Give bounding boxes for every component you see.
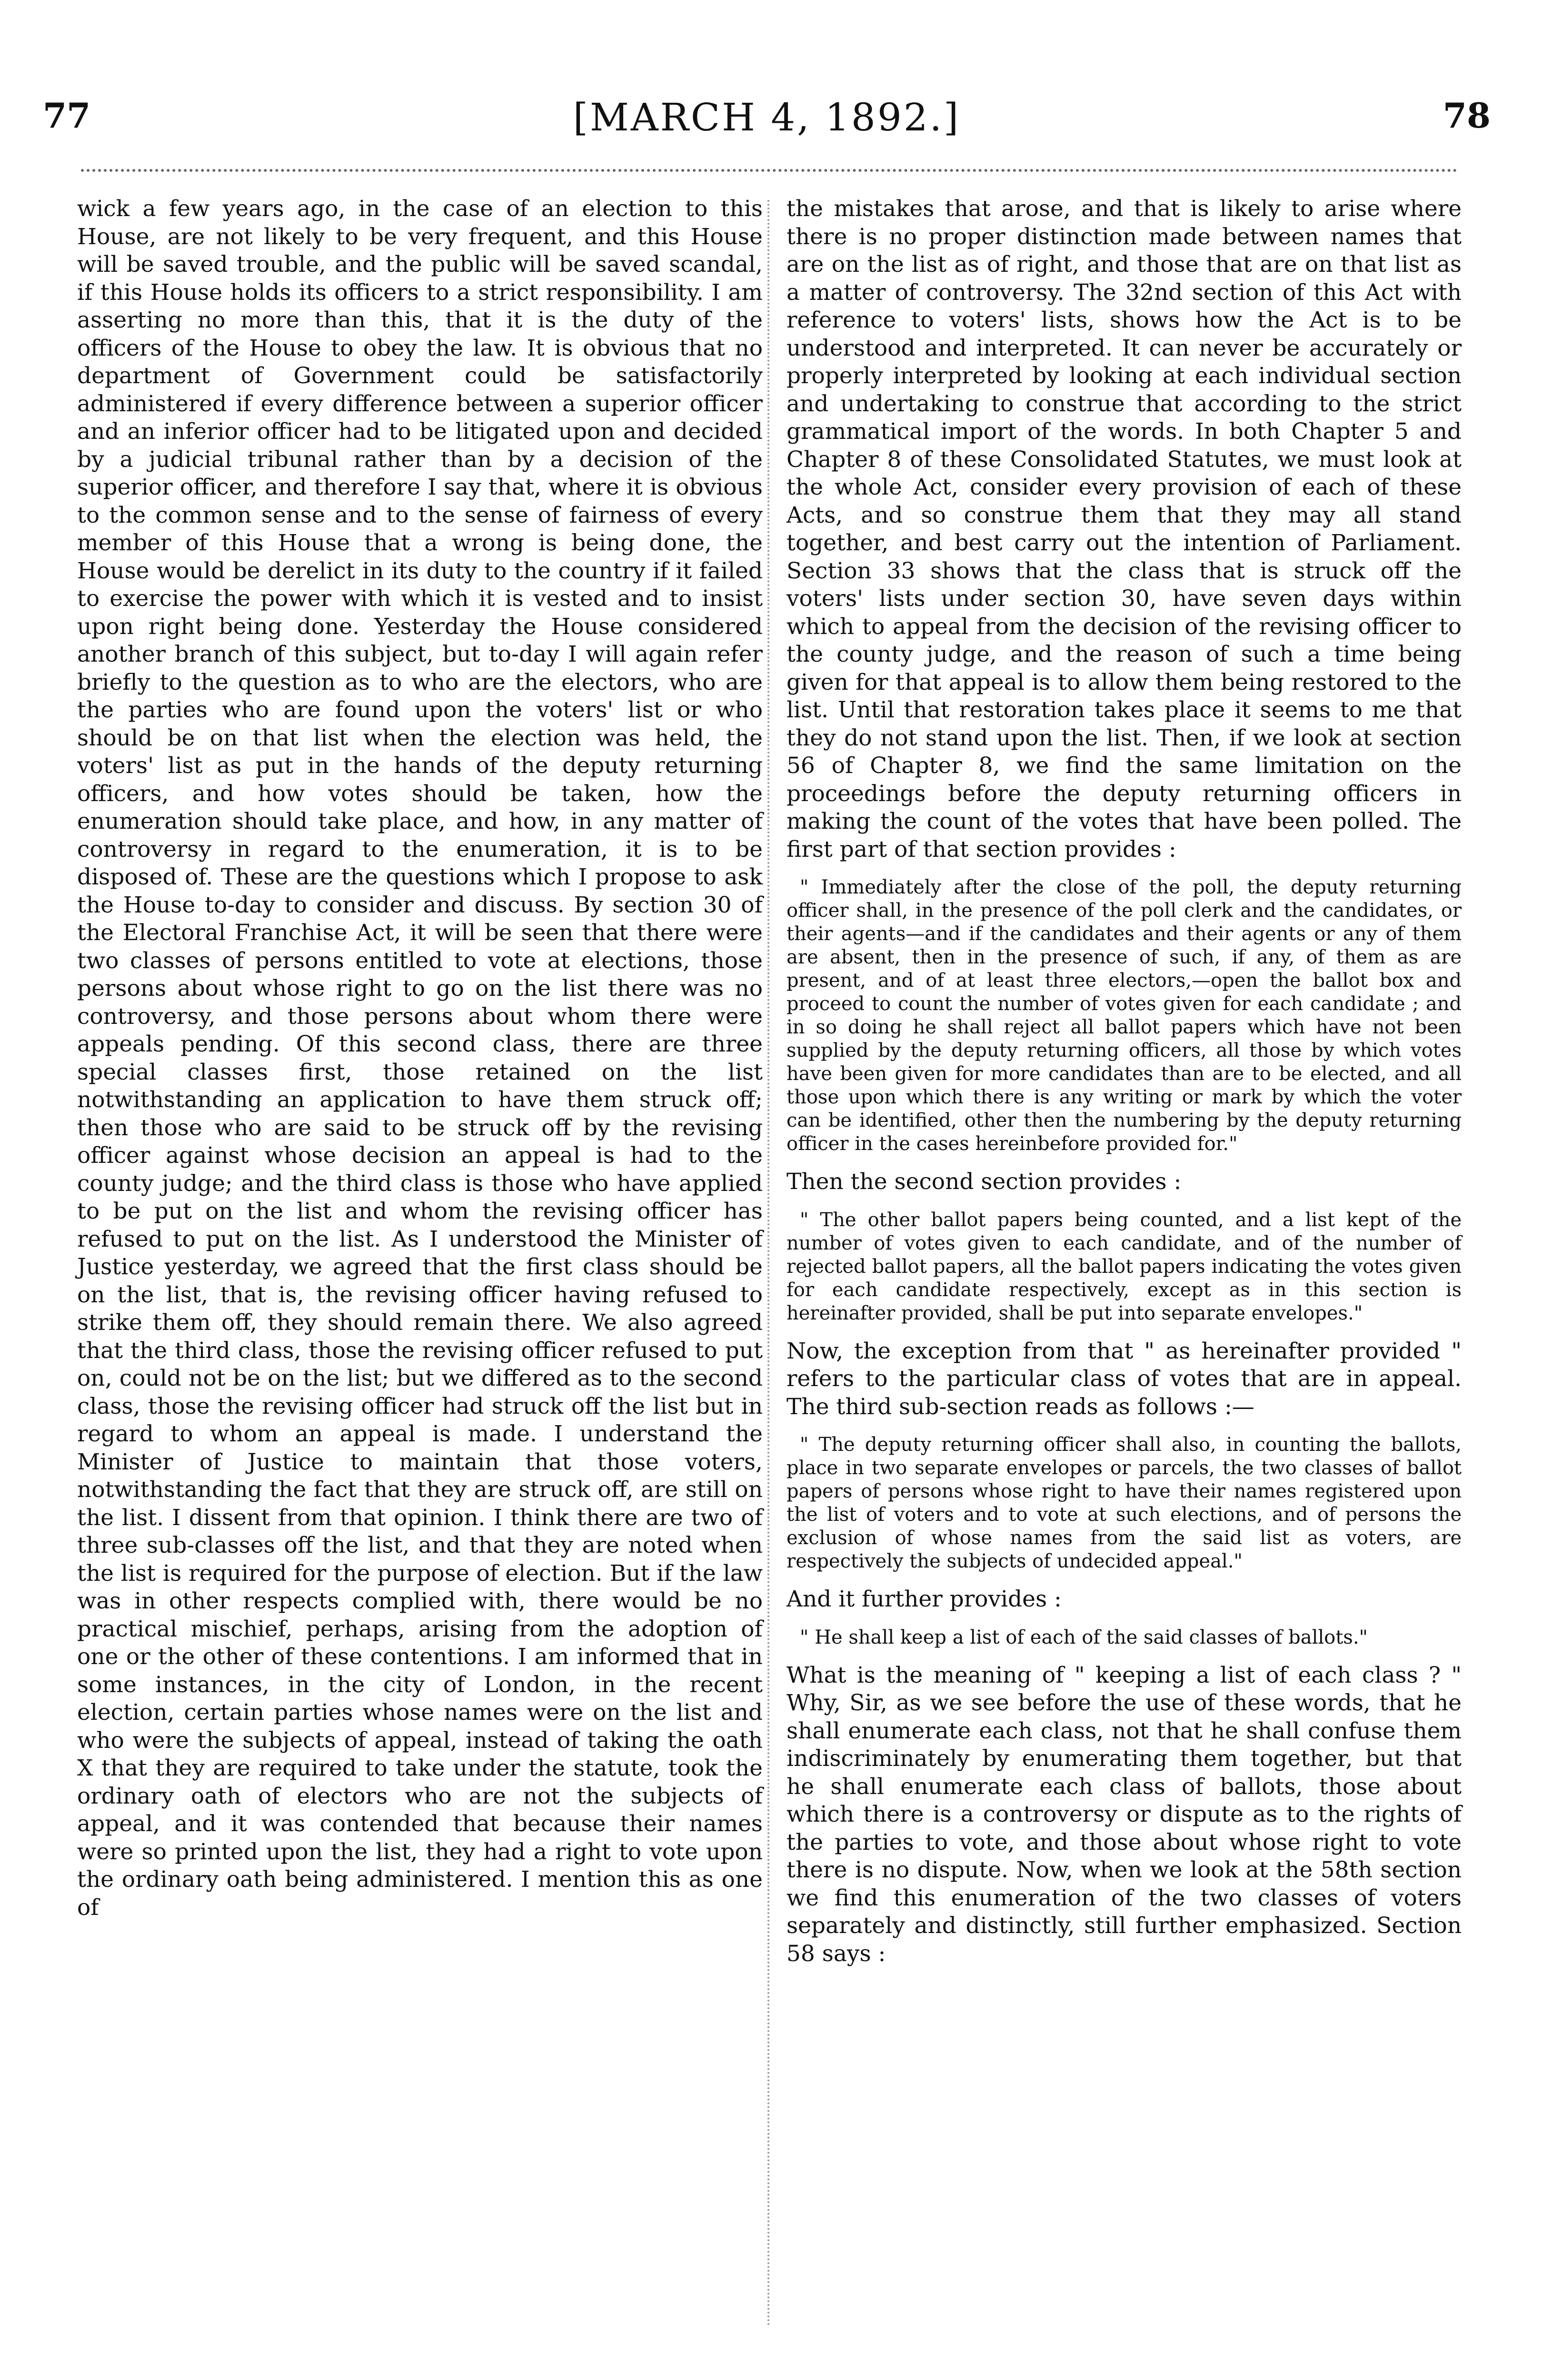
right-paragraph-1: the mistakes that arose, and that is likely to arise where there is no proper distinction made between names that are on the list as of right, and those that are on that list as a matter of controversy. The 32nd section of this Act with reference to voters' lists, shows how the Act is to be understood and interpreted. It can never be accurately or properly interpreted by looking at each individual section and undertaking to construe that according to the strict grammatical import of the words. In both Chapter 5 and Chapter 8 of these Consolidated Statutes, we must look at the whole Act, consider every provision of each of these Acts, and so construe them that they may all stand together, and best carry out the intention of Parliament. Section 33 shows that the class that is struck off the voters' lists under section 30, have seven days within which to appeal from the decision of the revising officer to the county judge, and the reason of such a time being given for that appeal is to allow them being restored to the list. Until that restoration takes place it seems to me that they do not stand upon the list. Then, if we look at section 56 of Chapter 8, we find the same limitation on the proceedings before the deputy returning officers in making the count of the votes that have been polled. The first part of that section provides : (786, 196, 1462, 863)
left-column (77, 195, 763, 1922)
page-number-right: 78 (1443, 95, 1491, 136)
quote-keep-list: " He shall keep a list of each of the said classes of ballots." (800, 1626, 1368, 1648)
quote-section-56-first: " Immediately after the close of the poll, the deputy returning officer shall, in the presence of the poll clerk and the candidates, or their agents—and if the candidates and their agents or any of them are absent, then in the presence of such, if any, of them as are present, and of at least three electors,—open the ballot box and proceed to count the number of votes given for each candidate ; and in so doing he shall reject all ballot papers which have not been supplied by the deputy returning officers, all those by which votes have been given for more candidates than are to be elected, and all those upon which there is any writing or mark by which the voter can be identified, other then the numbering by the deputy returning officer in the cases hereinbefore provided for." (786, 876, 1462, 1155)
header-rule (81, 169, 1457, 172)
right-paragraph-3: Now, the exception from that " as hereinafter provided " refers to the particular class of votes that are in appeal. The third sub-section reads as follows :— (786, 1338, 1462, 1420)
right-paragraph-5: What is the meaning of " keeping a list of each class ? " Why, Sir, as we see before the use of these words, that he shall enumerate each class, not that he shall confuse them indiscriminately by enumerating them together, but that he shall enumerate each class of ballots, those about which there is a controversy or dispute as to the rights of the parties to vote, and those about whose right to vote there is no dispute. Now, when we look at the 58th section we find this enumeration of the two classes of voters separately and distinctly, still further emphasized. Section 58 says : (786, 1662, 1462, 1967)
quote-second-section: " The other ballot papers being counted, and a list kept of the number of votes given to each candidate, and of the number of rejected ballot papers, all the ballot papers indicating the votes given for each candidate respectively, except as in this section is hereinafter provided, shall be put into separate envelopes." (786, 1209, 1462, 1324)
column-divider (767, 200, 769, 2328)
page-header (43, 95, 1491, 148)
quote-third-subsection: " The deputy returning officer shall also, in counting the ballots, place in two separate envelopes or parcels, the two classes of ballot papers of persons whose right to have their names registered upon the list of voters and to vote at such elections, and of persons the exclusion of whose names from the said list as voters, are respectively the subjects of undecided appeal." (786, 1434, 1462, 1572)
left-column-paragraph: wick a few years ago, in the case of an election to this House, are not likely to be very frequent, and this House will be saved trouble, and the public will be saved scandal, if this House holds its officers to a strict responsibility. I am asserting no more than this, that it is the duty of the officers of the House to obey the law. It is obvious that no department of Government could be satisfactorily administered if every difference between a superior officer and an inferior officer had to be litigated upon and decided by a judicial tribunal rather than by a decision of the superior officer, and therefore I say that, where it is obvious to the common sense and to the sense of fairness of every member of this House that a wrong is being done, the House would be derelict in its duty to the country if it failed to exercise the power with which it is vested and to insist upon right being done. Yesterday the House considered another branch of this subject, but to-day I will again refer briefly to the question as to who are the electors, who are the parties who are found upon the voters' list or who should be on that list when the election was held, the voters' list as put in the hands of the deputy returning officers, and how votes should be taken, how the enumeration should take place, and how, in any matter of controversy in regard to the enumeration, it is to be disposed of. These are the questions which I propose to ask the House to-day to consider and discuss. By section 30 of the Electoral Franchise Act, it will be seen that there were two classes of persons entitled to vote at elections, those persons about whose right to go on the list there was no controversy, and those persons about whom there were appeals pending. Of this second class, there are three special classes first, those retained on the list notwithstanding an application to have them struck off; then those who are said to be struck off by the revising officer against whose decision an appeal is had to the county judge; and the third class is those who have applied to be put on the list and whom the revising officer has refused to put on the list. As I understood the Minister of Justice yesterday, we agreed that the first class should be on the list, that is, the revising officer having refused to strike them off, they should remain there. We also agreed that the third class, those the revising officer refused to put on, could not be on the list; but we differed as to the second class, those the revising officer had struck off the list but in regard to whom an appeal is made. I understand the Minister of Justice to maintain that those voters, notwithstanding the fact that they are struck off, are still on the list. I dissent from that opinion. I think there are two of three sub-classes off the list, and that they are noted when the list is required for the purpose of election. But if the law was in other respects complied with, there would be no practical mischief, perhaps, arising from the adoption of one or the other of these contentions. I am informed that in some instances, in the city of London, in the recent election, certain parties whose names were on the list and who were the subjects of appeal, instead of taking the oath X that they are required to take under the statute, took the ordinary oath of electors who are not the subjects of appeal, and it was contended that because their names were so printed upon the list, they had a right to vote upon the ordinary oath being administered. I mention this as one of (77, 196, 763, 1921)
page-number-left: 77 (43, 95, 91, 136)
page-date-title: [MARCH 4, 1892.] (573, 95, 961, 139)
right-paragraph-4: And it further provides : (786, 1586, 1062, 1612)
right-column (786, 195, 1462, 1968)
right-paragraph-2: Then the second section provides : (786, 1169, 1182, 1195)
